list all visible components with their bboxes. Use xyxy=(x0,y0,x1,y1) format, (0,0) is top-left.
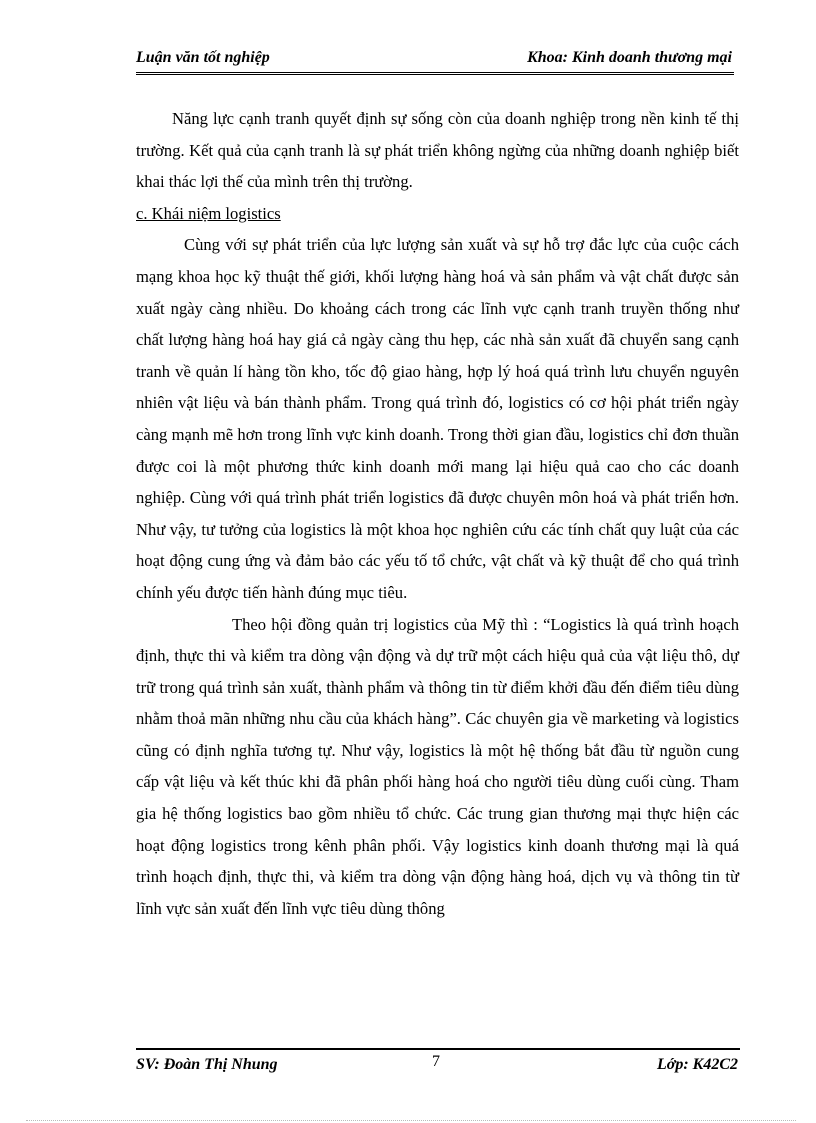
page-header xyxy=(136,46,734,75)
document-body xyxy=(136,103,739,924)
paragraph-competition: Năng lực cạnh tranh quyết định sự sống còn của doanh nghiệp trong nền kinh tế thị trường. Kết quả của cạnh tranh là sự phát triển không ngừng của những doanh nghiệp biết khai thác lợi thế của mình trên thị trường. xyxy=(136,109,739,192)
header-thesis-title: Luận văn tốt nghiệp xyxy=(136,49,270,66)
section-heading: c. Khái niệm logistics xyxy=(136,203,281,223)
paragraph-logistics-definition: Theo hội đồng quản trị logistics của Mỹ thì : “Logistics là quá trình hoạch định, thực thi và kiểm tra dòng vận động và dự trữ một cách hiệu quả của vật liệu thô, dự trữ trong quá trình sản xuất, thành phẩm và thông tin từ điểm khởi đầu đến điểm tiêu dùng nhằm thoả mãn những nhu cầu của khách hàng”. Các chuyên gia về marketing và logistics cũng có định nghĩa tương tự. Như vậy, logistics là một hệ thống bắt đầu từ nguồn cung cấp vật liệu và kết thúc khi đã phân phối hàng hoá cho người tiêu dùng cuối cùng. Tham gia hệ thống logistics bao gồm nhiều tổ chức. Các trung gian thương mại thực hiện các hoạt động logistics trong kênh phân phối. Vậy logistics kinh doanh thương mại là quá trình hoạch định, thực thi, và kiểm tra dòng vận động hàng hoá, dịch vụ và thông tin từ lĩnh vực sản xuất đến lĩnh vực tiêu dùng thông xyxy=(136,614,739,918)
footer-student-name: SV: Đoàn Thị Nhung xyxy=(136,1056,278,1073)
header-faculty: Khoa: Kinh doanh thương mại xyxy=(527,49,732,66)
footer-class: Lớp: K42C2 xyxy=(656,1056,738,1073)
paragraph-logistics-concept: Cùng với sự phát triển của lực lượng sản xuất và sự hỗ trợ đắc lực của cuộc cách mạng khoa học kỹ thuật thế giới, khối lượng hàng hoá và sản phẩm và vật chất được sản xuất ngày càng nhiều. Do khoảng cách trong các lĩnh vực cạnh tranh truyền thống như chất lượng hàng hoá hay giá cả ngày càng thu hẹp, các nhà sản xuất đã chuyển sang cạnh tranh về quản lí hàng tồn kho, tốc độ giao hàng, hợp lý hoá quá trình lưu chuyển nguyên nhiên vật liệu và bán thành phẩm. Trong quá trình đó, logistics có cơ hội phát triển ngày càng mạnh mẽ hơn trong lĩnh vực kinh doanh. Trong thời gian đầu, logistics chỉ đơn thuần được coi là một phương thức kinh doanh mới mang lại hiệu quả cao cho các doanh nghiệp. Cùng với quá trình phát triển logistics đã được chuyên môn hoá và phát triển hơn. Như vậy, tư tưởng của logistics là một khoa học nghiên cứu các tính chất quy luật của các hoạt động cung ứng và đảm bảo các yếu tố tổ chức, vật chất và kỹ thuật để cho quá trình chính yếu được tiến hành đúng mục tiêu. xyxy=(136,235,739,602)
page-footer xyxy=(136,1048,740,1078)
page-number: 7 xyxy=(432,1053,440,1070)
page-bottom-divider xyxy=(26,1120,796,1121)
